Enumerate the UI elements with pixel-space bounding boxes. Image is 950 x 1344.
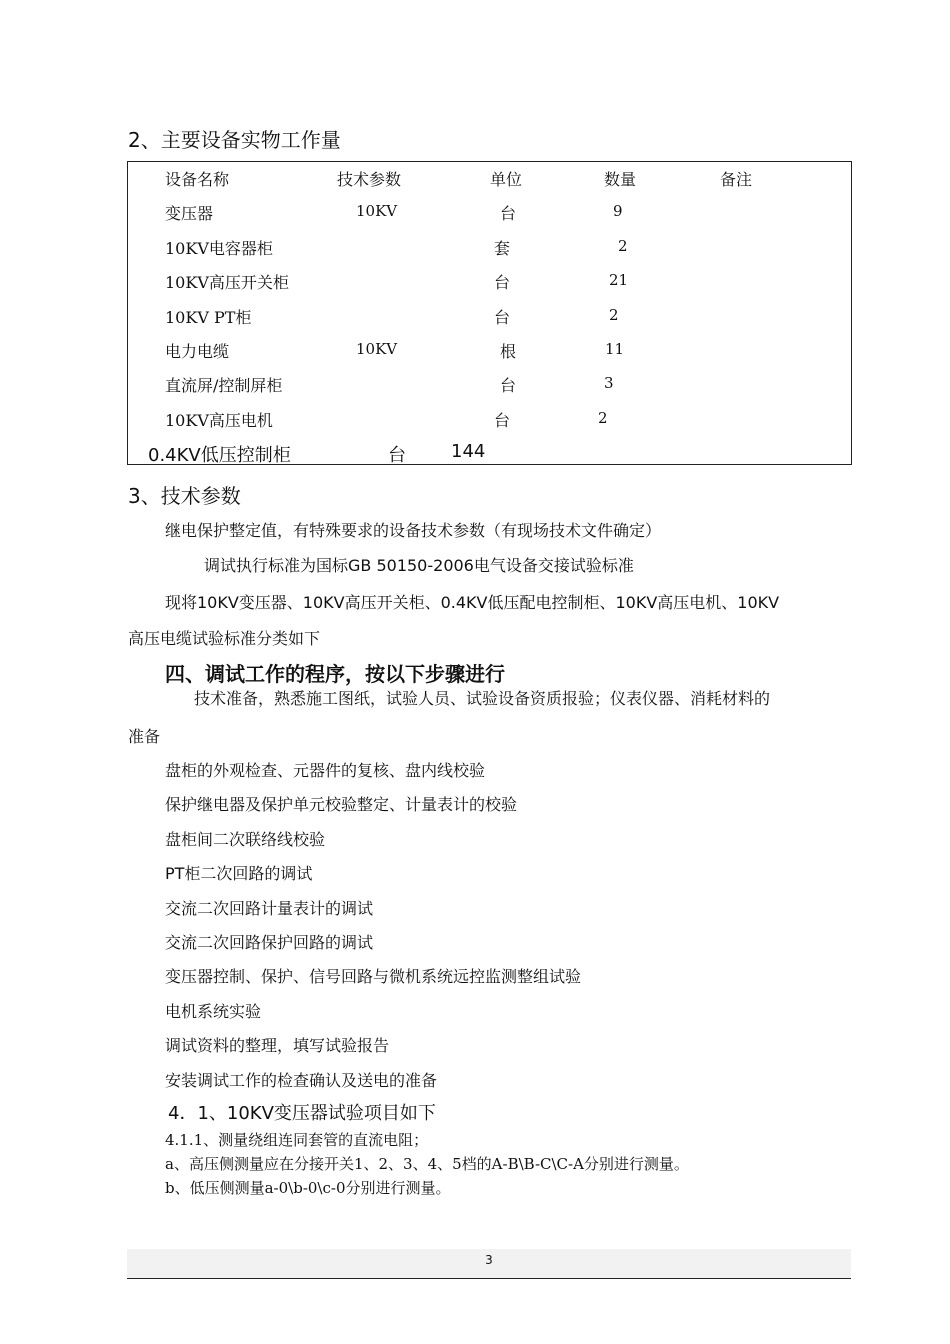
- table-cell-unit: 根: [500, 342, 517, 361]
- table-cell-unit: 台: [500, 204, 517, 223]
- step-item: 交流二次回路保护回路的调试: [165, 933, 374, 952]
- step-item: 变压器控制、保护、信号回路与微机系统远控监测整组试验: [165, 967, 582, 986]
- paragraph-line: 技术准备，熟悉施工图纸，试验人员、试验设备资质报验；仪表仪器、消耗材料的: [194, 689, 771, 708]
- paragraph-line: 4.1.1、测量绕组连同套管的直流电阻；: [165, 1131, 429, 1149]
- section-2-title: 2、主要设备实物工作量: [128, 128, 341, 152]
- table-cell-name: 10KV高压开关柜: [165, 273, 289, 292]
- paragraph-line: a、高压侧测量应在分接开关1、2、3、4、5档的A-B\B-C\C-A分别进行测量。: [165, 1155, 689, 1173]
- table-header-note: 备注: [720, 170, 753, 189]
- table-cell-unit: 台: [494, 308, 511, 327]
- table-cell-unit: 套: [494, 239, 511, 258]
- table-cell-name: 10KV高压电机: [165, 411, 273, 430]
- step-item: 安装调试工作的检查确认及送电的准备: [165, 1071, 438, 1090]
- table-cell-qty: 21: [609, 271, 629, 289]
- step-item: 保护继电器及保护单元校验整定、计量表计的校验: [165, 795, 518, 814]
- table-cell-qty: 11: [605, 340, 625, 358]
- step-item: 电机系统实验: [165, 1002, 262, 1021]
- section-4-title: 四、调试工作的程序，按以下步骤进行: [165, 662, 505, 686]
- table-cell-qty: 144: [451, 441, 486, 462]
- step-item: 盘柜间二次联络线校验: [165, 830, 326, 849]
- step-item: 交流二次回路计量表计的调试: [165, 899, 374, 918]
- table-cell-name: 变压器: [165, 204, 214, 223]
- table-cell-qty: 2: [618, 237, 628, 255]
- table-header-unit: 单位: [490, 170, 523, 189]
- paragraph-line: 继电保护整定值，有特殊要求的设备技术参数（有现场技术文件确定）: [165, 521, 662, 540]
- section-4-1-title: 4．1、10KV变压器试验项目如下: [168, 1103, 436, 1124]
- table-header-param: 技术参数: [337, 170, 402, 189]
- table-cell-qty: 9: [613, 202, 623, 220]
- table-cell-name: 10KV PT柜: [165, 308, 252, 327]
- table-cell-unit: 台: [500, 376, 517, 395]
- table-cell-name: 0.4KV低压控制柜: [148, 445, 291, 466]
- page-footer: [127, 1249, 851, 1279]
- paragraph-line: 现将10KV变压器、10KV高压开关柜、0.4KV低压配电控制柜、10KV高压电机、10KV: [165, 593, 780, 612]
- table-cell-name: 直流屏/控制屏柜: [165, 376, 283, 395]
- paragraph-line: 准备: [128, 727, 161, 746]
- table-cell-unit: 台: [494, 411, 511, 430]
- table-header-qty: 数量: [604, 170, 637, 189]
- table-cell-name: 10KV电容器柜: [165, 239, 273, 258]
- page-number: 3: [485, 1253, 493, 1267]
- paragraph-line: 高压电缆试验标准分类如下: [128, 629, 321, 648]
- step-item: PT柜二次回路的调试: [165, 864, 313, 883]
- table-cell-param: 10KV: [356, 202, 398, 220]
- step-item: 盘柜的外观检查、元器件的复核、盘内线校验: [165, 761, 486, 780]
- table-cell-unit: 台: [494, 273, 511, 292]
- table-cell-name: 电力电缆: [165, 342, 230, 361]
- paragraph-line: b、低压侧测量a-0\b-0\c-0分别进行测量。: [165, 1179, 451, 1197]
- table-cell-qty: 2: [598, 409, 608, 427]
- table-cell-qty: 3: [604, 374, 614, 392]
- table-cell-unit: 台: [388, 445, 406, 466]
- paragraph-line: 调试执行标准为国标GB 50150-2006电气设备交接试验标准: [204, 556, 634, 575]
- table-cell-param: 10KV: [356, 340, 398, 358]
- table-header-name: 设备名称: [165, 170, 230, 189]
- step-item: 调试资料的整理，填写试验报告: [165, 1036, 390, 1055]
- section-3-title: 3、技术参数: [128, 484, 241, 508]
- table-cell-qty: 2: [609, 306, 619, 324]
